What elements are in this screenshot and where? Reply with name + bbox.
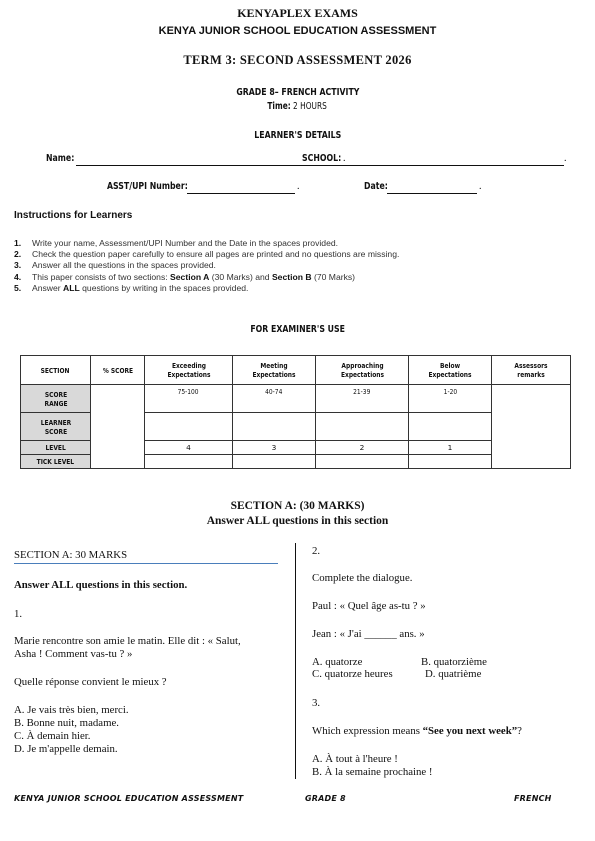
header-below: Below Expectations — [409, 356, 492, 385]
q2-line2: Jean : « J'ai ______ ans. » — [312, 628, 425, 640]
instructions-title: Instructions for Learners — [14, 210, 133, 221]
name-label: Name: — [46, 153, 75, 164]
header-meeting: Meeting Expectations — [233, 356, 316, 385]
time-value: 2 HOURS — [293, 101, 328, 112]
instruction-item: 4. This paper consists of two sections: Section A (30 Marks) and Section B (70 Marks) — [14, 271, 356, 282]
learner-score-cell[interactable] — [316, 413, 409, 441]
q1-option-c[interactable]: C. À demain hier. — [14, 730, 91, 742]
row-label-learner-score: LEARNER SCORE — [21, 413, 91, 441]
examiner-table — [20, 355, 571, 469]
q2-instruction: Complete the dialogue. — [312, 572, 413, 584]
section-a-instruction: Answer ALL questions in this section. — [14, 579, 188, 591]
q1-option-b[interactable]: B. Bonne nuit, madame. — [14, 717, 119, 729]
q3-option-a[interactable]: A. À tout à l'heure ! — [312, 753, 398, 765]
footer-grade: GRADE 8 — [305, 794, 346, 803]
level-below: 1 — [409, 441, 492, 455]
school-label: SCHOOL: — [302, 153, 342, 164]
learner-score-cell[interactable] — [145, 413, 233, 441]
instruction-item: 1. Write your name, Assessment/UPI Number and the Date in the spaces provided. — [14, 238, 339, 248]
footer-subject: FRENCH — [514, 794, 552, 803]
org-title: KENYAPLEX EXAMS — [237, 6, 358, 20]
tick-cell[interactable] — [233, 455, 316, 469]
assessors-remarks-cell[interactable] — [492, 385, 571, 469]
level-exceeding: 4 — [145, 441, 233, 455]
learner-details-title: LEARNER'S DETAILS — [254, 130, 341, 141]
q2-line1: Paul : « Quel âge as-tu ? » — [312, 600, 426, 612]
row-label-level: LEVEL — [21, 441, 91, 455]
column-divider — [295, 543, 296, 779]
instruction-item: 5. Answer ALL questions by writing in the spaces provided. — [14, 282, 249, 293]
q1-stem-line2: Asha ! Comment vas-tu ? » — [14, 648, 133, 660]
range-below: 1-20 — [409, 385, 492, 413]
q3-number: 3. — [312, 697, 321, 709]
q1-number: 1. — [14, 608, 23, 620]
range-approaching: 21-39 — [316, 385, 409, 413]
assessment-number-field[interactable] — [187, 181, 295, 194]
q2-option-a[interactable]: A. quatorze — [312, 656, 363, 668]
assessment-number-label: ASST/UPI Number: — [107, 181, 188, 192]
level-approaching: 2 — [316, 441, 409, 455]
tick-cell[interactable] — [145, 455, 233, 469]
range-meeting: 40-74 — [233, 385, 316, 413]
section-a-column-title: SECTION A: 30 MARKS — [14, 549, 278, 564]
header-section: SECTION — [21, 356, 91, 385]
tick-cell[interactable] — [409, 455, 492, 469]
school-field[interactable] — [342, 153, 564, 166]
date-label: Date: — [364, 181, 388, 192]
term-title: TERM 3: SECOND ASSESSMENT 2026 — [183, 53, 412, 67]
q3-option-b[interactable]: B. À la semaine prochaine ! — [312, 766, 433, 778]
date-field[interactable] — [387, 181, 477, 194]
instruction-item: 2. Check the question paper carefully to ensure all pages are printed and no questions are missing. — [14, 249, 400, 260]
q2-option-c[interactable]: C. quatorze heures — [312, 668, 393, 680]
time-label: Time: — [267, 101, 292, 112]
name-school-row: Name: . SCHOOL: . — [46, 153, 567, 164]
section-a-heading: SECTION A: (30 MARKS) — [230, 500, 365, 512]
assessment-title: KENYA JUNIOR SCHOOL EDUCATION ASSESSMENT — [158, 25, 437, 37]
learner-score-cell[interactable] — [409, 413, 492, 441]
q1-question: Quelle réponse convient le mieux ? — [14, 676, 167, 688]
examiner-title: FOR EXAMINER'S USE — [250, 324, 345, 335]
row-label-score-range: SCORE RANGE — [21, 385, 91, 413]
grade-subject: GRADE 8– FRENCH ACTIVITY — [235, 87, 360, 98]
range-exceeding: 75-100 — [145, 385, 233, 413]
q2-option-d[interactable]: D. quatrième — [425, 668, 482, 680]
q3-question: Which expression means “See you next week”? — [312, 725, 522, 737]
header-score: % SCORE — [91, 356, 145, 385]
section-a-subheading: Answer ALL questions in this section — [206, 515, 389, 527]
row-label-tick-level: TICK LEVEL — [21, 455, 91, 469]
percent-score-cell[interactable] — [91, 385, 145, 469]
q1-option-d[interactable]: D. Je m'appelle demain. — [14, 743, 118, 755]
q2-option-b[interactable]: B. quatorzième — [421, 656, 487, 668]
tick-cell[interactable] — [316, 455, 409, 469]
q1-option-a[interactable]: A. Je vais très bien, merci. — [14, 704, 129, 716]
header-approaching: Approaching Expectations — [316, 356, 409, 385]
q2-blank[interactable]: ______ — [364, 628, 397, 640]
learner-score-cell[interactable] — [233, 413, 316, 441]
instructions-list — [14, 238, 399, 294]
q1-stem-line1: Marie rencontre son amie le matin. Elle dit : « Salut, — [14, 635, 241, 647]
header-remarks: Assessors remarks — [492, 356, 571, 385]
header-exceeding: Exceeding Expectations — [145, 356, 233, 385]
instruction-item: 3. Answer all the questions in the spaces provided. — [14, 260, 216, 271]
footer-assessment: KENYA JUNIOR SCHOOL EDUCATION ASSESSMENT — [14, 794, 244, 803]
assessment-date-row: ASST/UPI Number: . Date: . — [107, 181, 482, 192]
q2-number: 2. — [312, 545, 321, 557]
level-meeting: 3 — [233, 441, 316, 455]
